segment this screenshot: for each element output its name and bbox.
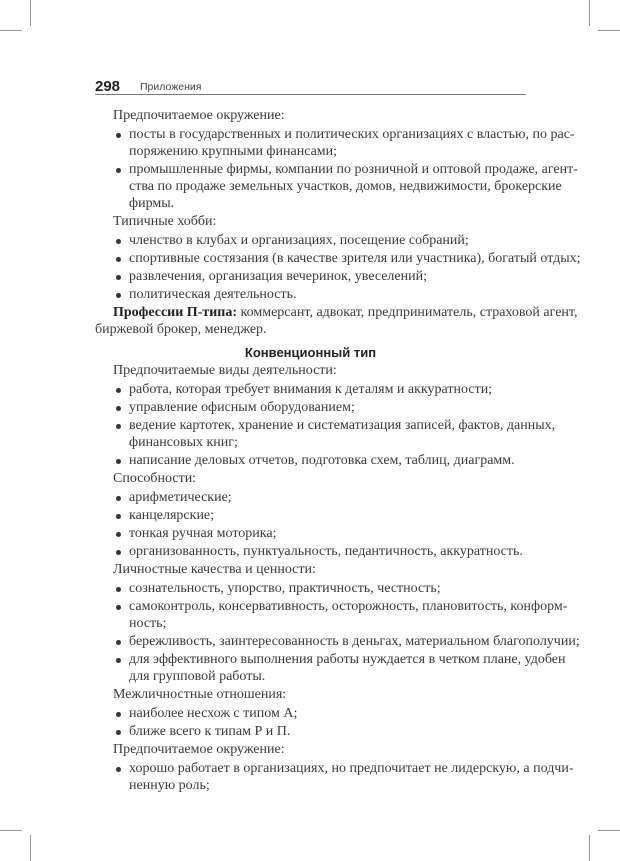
list-item [95, 633, 580, 650]
list-item-line: фирмы. [129, 196, 175, 211]
section-label: Типичные хобби: [113, 214, 217, 229]
list-item-line: посты в государственных и политических организациях с властью, по рас- [129, 127, 575, 142]
list-item [95, 580, 526, 597]
list-item-line: спортивные состязания (в качестве зрителя или участника), богатый отдых; [129, 251, 581, 266]
list-item [95, 161, 578, 212]
list-item-line: финансовых книг; [129, 435, 238, 450]
crop-mark [30, 0, 31, 26]
page-body [95, 106, 581, 795]
list-item-line: ность; [129, 616, 167, 631]
list-item-line: канцелярские; [129, 508, 215, 523]
section-heading: Конвенционный тип [244, 345, 377, 360]
crop-mark [589, 835, 590, 861]
crop-mark [598, 30, 620, 31]
list-item [95, 705, 526, 722]
list-item [95, 452, 526, 469]
section-label: Межличностные отношения: [113, 687, 287, 702]
list-item [95, 760, 574, 794]
list-item [95, 286, 526, 303]
list-item-line: ведение картотек, хранение и систематизация записей, фактов, данных, [129, 418, 556, 433]
list-item-line: промышленные фирмы, компании по розничной и оптовой продаже, агент- [129, 162, 578, 177]
list-item-line: членство в клубах и организациях, посещение собраний; [129, 233, 469, 248]
list-item [95, 507, 526, 524]
list-item-line: тонкая ручная моторика; [129, 526, 277, 541]
section-label: Предпочитаемое окружение: [113, 108, 285, 123]
list-item-line: политическая деятельность. [129, 287, 297, 302]
list-item [95, 723, 526, 740]
section-label: Предпочитаемое окружение: [113, 742, 285, 757]
list-item [95, 126, 575, 160]
crop-mark [30, 835, 31, 861]
list-item [95, 399, 526, 416]
list-item-line: организованность, пунктуальность, педантичность, аккуратность. [129, 544, 523, 559]
list-item-line: поряжению крупными финансами; [129, 144, 338, 159]
list-item-line: ненную роль; [129, 778, 210, 793]
crop-mark [0, 830, 22, 831]
page-number: 298 [95, 78, 121, 95]
list-item [95, 525, 526, 542]
professions-text: коммерсант, адвокат, предприниматель, страховой агент, [237, 305, 578, 320]
list-item-line: работа, которая требует внимания к деталям и аккуратности; [129, 382, 493, 397]
crop-mark [0, 30, 22, 31]
list-item-line: бережливость, заинтересованность в деньгах, материальном благополучии; [129, 634, 580, 649]
professions-paragraph [95, 304, 578, 338]
list-item [95, 651, 566, 685]
list-item-line: самоконтроль, консервативность, осторожность, плановитость, конформ- [129, 599, 568, 614]
list-item-line: управление офисным оборудованием; [129, 400, 355, 415]
list-item-line: сознательность, упорство, практичность, честность; [129, 581, 441, 596]
list-item [95, 250, 581, 267]
section-label: Предпочитаемые виды деятельности: [113, 363, 337, 378]
list-item-line: арифметические; [129, 490, 232, 505]
professions-line: биржевой брокер, менеджер. [95, 322, 267, 337]
crop-mark [598, 830, 620, 831]
list-item [95, 417, 556, 451]
list-item [95, 543, 526, 560]
running-header [95, 78, 526, 95]
list-item-line: ства по продаже земельных участков, домов, недвижимости, брокерские [129, 179, 562, 194]
list-item-line: для эффективного выполнения работы нуждается в четком плане, удобен [129, 652, 566, 667]
list-item [95, 268, 526, 285]
list-item [95, 489, 526, 506]
running-title: Приложения [140, 81, 202, 93]
list-item [95, 598, 568, 632]
professions-line [95, 304, 578, 321]
section-label: Способности: [113, 471, 197, 486]
list-item [95, 381, 526, 398]
list-item [95, 232, 526, 249]
list-item-line: хорошо работает в организациях, но предпочитает не лидерскую, а подчи- [129, 761, 574, 776]
list-item-line: ближе всего к типам Р и П. [129, 724, 291, 739]
list-item-line: наиболее несхож с типом А; [129, 706, 298, 721]
list-item-line: написание деловых отчетов, подготовка схем, таблиц, диаграмм. [129, 453, 515, 468]
list-item-line: для групповой работы. [129, 669, 266, 684]
professions-label: Профессии П-типа: [113, 305, 238, 320]
list-item-line: развлечения, организация вечеринок, увеселений; [129, 269, 427, 284]
section-label: Личностные качества и ценности: [113, 562, 316, 577]
crop-mark [589, 0, 590, 26]
